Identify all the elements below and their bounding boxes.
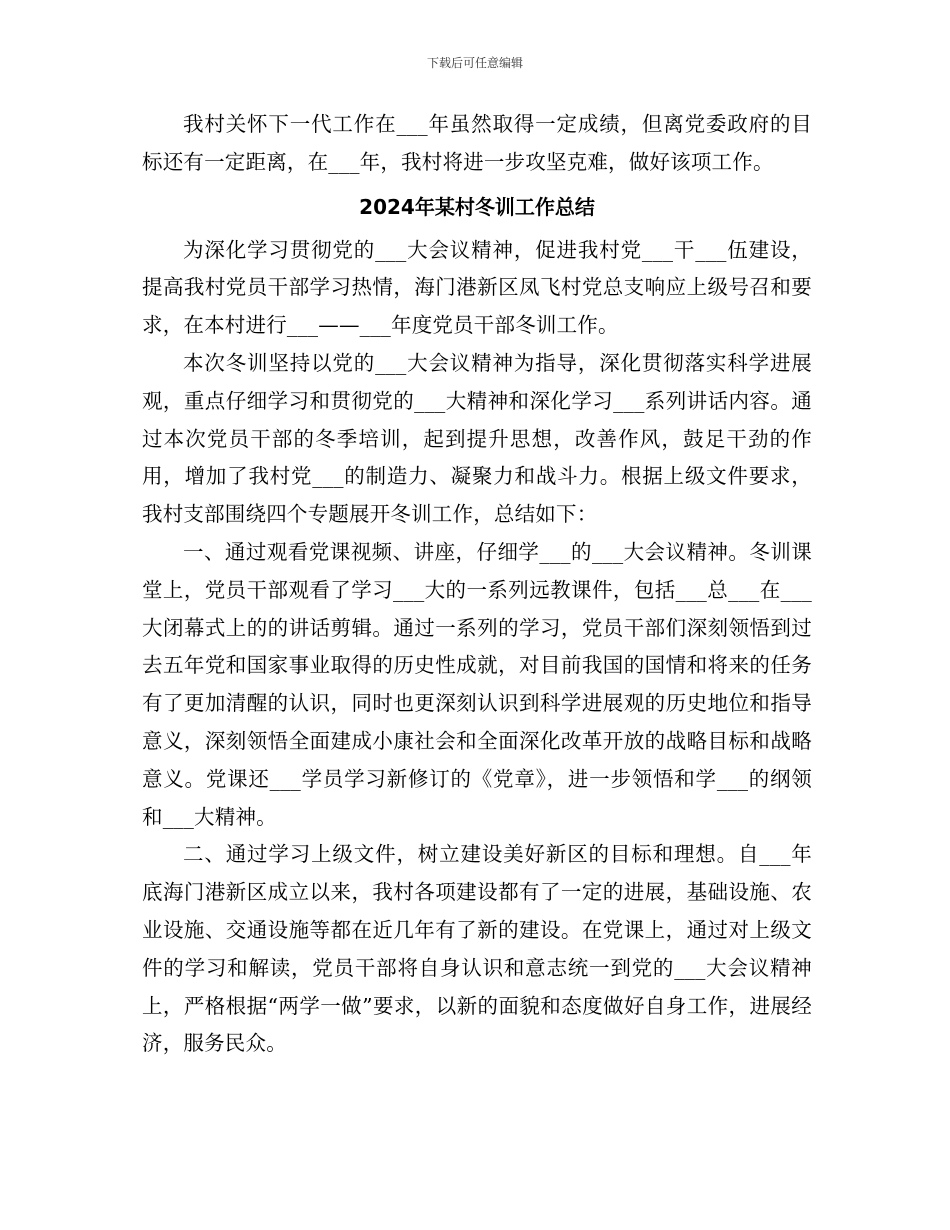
paragraph-2: 本次冬训坚持以党的___大会议精神为指导，深化贯彻落实科学进展观，重点仔细学习和贯彻党的___大精神和深化学习___系列讲话内容。通过本次党员干部的冬季培训，起到提升思想，改善作风，鼓足干劲的作用，增加了我村党___的制造力、凝聚力和战斗力。根据上级文件要求，我村支部围绕四个专题展开冬训工作，总结如下：: [142, 350, 812, 527]
paragraph-1: 为深化学习贯彻党的___大会议精神，促进我村党___干___伍建设，提高我村党员干部学习热情，海门港新区凤飞村党总支响应上级号召和要求，在本村进行___——___年度党员干部冬训工作。: [142, 237, 812, 338]
document-body: [142, 106, 812, 1063]
intro-paragraph: 我村关怀下一代工作在___年虽然取得一定成绩，但离党委政府的目标还有一定距离，在___年，我村将进一步攻坚克难，做好该项工作。: [142, 112, 812, 174]
document-title: 2024年某村冬训工作总结: [359, 194, 595, 219]
header-note: 下载后可任意编辑: [426, 56, 523, 70]
paragraph-4: 二、通过学习上级文件，树立建设美好新区的目标和理想。自___年底海门港新区成立以来，我村各项建设都有了一定的进展，基础设施、农业设施、交通设施等都在近几年有了新的建设。在党课上，通过对上级文件的学习和解读，党员干部将自身认识和意志统一到党的___大会议精神上，严格根据“两学一做”要求，以新的面貌和态度做好自身工作，进展经济，服务民众。: [142, 842, 812, 1056]
paragraph-3: 一、通过观看党课视频、讲座，仔细学___的___大会议精神。冬训课堂上，党员干部观看了学习___大的一系列远教课件，包括___总___在___大闭幕式上的的讲话剪辑。通过一系列的学习，党员干部们深刻领悟到过去五年党和国家事业取得的历史性成就，对目前我国的国情和将来的任务有了更加清醒的认识，同时也更深刻认识到科学进展观的历史地位和指导意义，深刻领悟全面建成小康社会和全面深化改革开放的战略目标和战略意义。党课还___学员学习新修订的《党章》，进一步领悟和学___的纲领和___大精神。: [142, 539, 812, 829]
